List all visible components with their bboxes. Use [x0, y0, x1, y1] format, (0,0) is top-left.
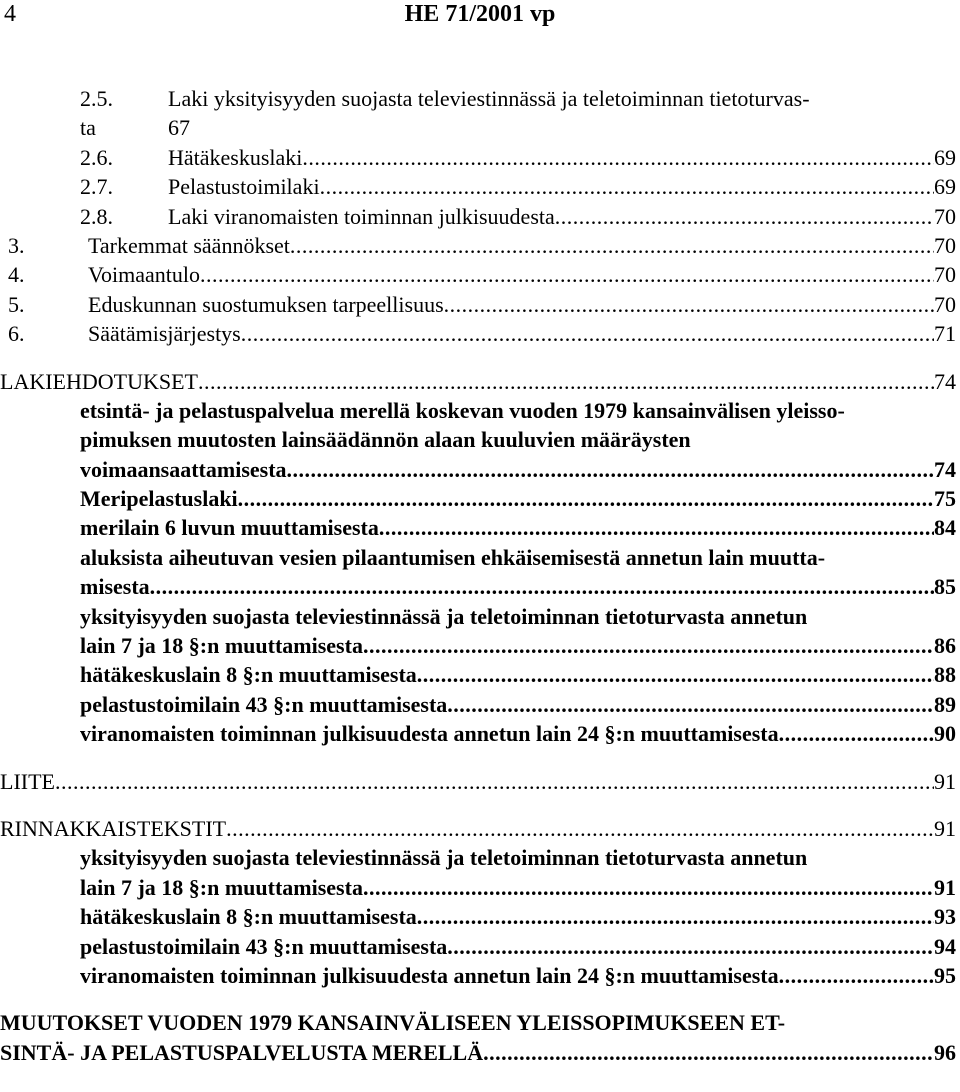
toc-entry-text: Laki yksityisyyden suojasta televiestinnässä ja teletoiminnan tietoturvas-	[168, 86, 810, 111]
toc-entry[interactable]	[0, 319, 960, 348]
toc-leader-dots	[226, 814, 934, 843]
toc-entry-text: Hätäkeskuslaki	[168, 144, 303, 170]
toc-entry-text: viranomaisten toiminnan julkisuudesta annetun lain 24 §:n muuttamisesta	[80, 962, 779, 988]
toc-section-heading[interactable]	[0, 767, 960, 796]
toc-page-number: 95	[934, 962, 956, 988]
toc-page-number: 70	[934, 262, 956, 288]
toc-section-heading[interactable]	[0, 1038, 960, 1067]
toc-entry[interactable]	[0, 902, 960, 931]
toc-leader-dots	[241, 319, 934, 348]
toc-entry[interactable]	[0, 513, 960, 542]
toc-page-number: 74	[934, 456, 956, 482]
toc-entry-line	[0, 425, 960, 454]
toc-entry-text: yksityisyyden suojasta televiestinnässä ja teletoiminnan tietoturvasta annetun	[80, 845, 808, 871]
toc-page-number: 91	[934, 768, 956, 794]
toc-entry-text: viranomaisten toiminnan julkisuudesta annetun lain 24 §:n muuttamisesta	[80, 721, 779, 747]
toc-leader-dots	[290, 231, 934, 260]
toc-entry-text: aluksista aiheutuvan vesien pilaantumisen ehkäisemisestä annetun lain muutta-	[80, 544, 826, 570]
toc-section-heading[interactable]	[0, 814, 960, 843]
toc-entry-text: Laki viranomaisten toiminnan julkisuudesta	[168, 203, 555, 229]
toc-page-number: 89	[934, 691, 956, 717]
toc-entry-text: lain 7 ja 18 §:n muuttamisesta	[80, 874, 363, 900]
toc-entry-text: yksityisyyden suojasta televiestinnässä ja teletoiminnan tietoturvasta annetun	[80, 603, 808, 629]
toc-entry[interactable]	[0, 84, 960, 113]
toc-entry-text: pimuksen muutosten lainsäädännön alaan kuuluvien määräysten	[80, 427, 691, 453]
toc-entry-number: 6.	[8, 321, 25, 347]
toc-leader-dots	[555, 202, 934, 231]
toc-entry-line	[0, 543, 960, 572]
toc-page-number: 71	[934, 321, 956, 347]
toc-leader-dots	[417, 660, 934, 689]
toc-page-number: 88	[934, 662, 956, 688]
toc-leader-dots	[417, 902, 934, 931]
toc-page-number: 70	[934, 291, 956, 317]
toc-entry[interactable]	[0, 260, 960, 289]
toc-entry-line	[0, 602, 960, 631]
toc-page-number: 86	[934, 633, 956, 659]
toc-entry[interactable]	[0, 961, 960, 990]
toc-entry-text: Säätämisjärjestys	[88, 321, 241, 347]
toc-entry[interactable]	[0, 660, 960, 689]
toc-leader-dots	[363, 631, 934, 660]
toc-entry[interactable]	[0, 455, 960, 484]
toc-entry-text: Tarkemmat säännökset	[88, 232, 290, 258]
toc-entry-text: Voimaantulo	[88, 262, 201, 288]
toc-page-number: 94	[934, 933, 956, 959]
toc-page-number: 91	[934, 874, 956, 900]
toc-entry-text: Pelastustoimilaki	[168, 174, 320, 200]
toc-leader-dots	[379, 513, 934, 542]
toc-entry[interactable]	[0, 932, 960, 961]
table-of-contents	[0, 84, 960, 1067]
toc-section-heading[interactable]	[0, 367, 960, 396]
toc-entry[interactable]	[0, 143, 960, 172]
toc-entry[interactable]	[0, 202, 960, 231]
section-heading-lakiehdotukset: LAKIEHDOTUKSET	[0, 368, 198, 394]
section-heading-muutokset: MUUTOKSET VUODEN 1979 KANSAINVÄLISEEN YLEISSOPIMUKSEEN ET-	[0, 1010, 786, 1036]
toc-leader-dots	[55, 767, 934, 796]
toc-leader-dots	[302, 143, 934, 172]
toc-leader-dots	[200, 260, 934, 289]
toc-entry-number: 2.7.	[80, 174, 113, 200]
toc-leader-dots	[447, 932, 934, 961]
toc-leader-dots	[779, 961, 934, 990]
toc-entry-text: hätäkeskuslain 8 §:n muuttamisesta	[80, 662, 417, 688]
page-number: 4	[4, 1, 16, 27]
toc-leader-dots	[287, 455, 934, 484]
toc-entry-line	[0, 396, 960, 425]
toc-entry-text: ta	[80, 115, 96, 141]
toc-entry-number: 2.8.	[80, 203, 113, 229]
toc-page-number: 90	[934, 721, 956, 747]
toc-entry[interactable]	[0, 231, 960, 260]
toc-page-number: 75	[934, 486, 956, 512]
document-title: HE 71/2001 vp	[404, 1, 556, 27]
toc-leader-dots	[238, 484, 934, 513]
toc-entry-number: 3.	[8, 232, 25, 258]
toc-entry-text: Eduskunnan suostumuksen tarpeellisuus	[88, 291, 444, 317]
toc-entry-text: etsintä- ja pelastuspalvelua merellä koskevan vuoden 1979 kansainvälisen yleisso-	[80, 397, 845, 423]
toc-entry[interactable]	[0, 631, 960, 660]
toc-leader-dots	[320, 172, 934, 201]
toc-entry[interactable]	[0, 290, 960, 319]
toc-page-number: 70	[934, 232, 956, 258]
toc-entry-text: Meripelastuslaki	[80, 486, 238, 512]
toc-entry-number: 4.	[8, 262, 25, 288]
toc-entry-text: lain 7 ja 18 §:n muuttamisesta	[80, 633, 363, 659]
toc-page-number: 69	[934, 174, 956, 200]
toc-page-number: 67	[168, 115, 190, 141]
toc-leader-dots	[150, 572, 934, 601]
toc-leader-dots	[447, 690, 934, 719]
toc-entry-text: misesta	[80, 574, 150, 600]
toc-page-number: 96	[934, 1039, 956, 1065]
section-heading-rinnakkaistekstit: RINNAKKAISTEKSTIT	[0, 815, 227, 841]
toc-entry-number: 2.5.	[80, 86, 113, 111]
toc-leader-dots	[779, 719, 934, 748]
toc-leader-dots	[483, 1038, 934, 1067]
toc-entry-number: 5.	[8, 291, 25, 317]
section-heading-liite: LIITE	[0, 768, 55, 794]
toc-page-number: 74	[934, 368, 956, 394]
toc-entry-number: 2.6.	[80, 144, 113, 170]
toc-page-number: 70	[934, 203, 956, 229]
toc-page-number: 84	[934, 515, 956, 541]
toc-entry-text: voimaansaattamisesta	[80, 456, 287, 482]
toc-entry[interactable]	[0, 172, 960, 201]
toc-page-number: 91	[934, 815, 956, 841]
toc-page-number: 85	[934, 574, 956, 600]
toc-entry[interactable]	[0, 484, 960, 513]
toc-page-number: 93	[934, 904, 956, 930]
toc-entry[interactable]	[0, 873, 960, 902]
toc-entry-text: pelastustoimilain 43 §:n muuttamisesta	[80, 691, 448, 717]
toc-page-number: 69	[934, 144, 956, 170]
toc-leader-dots	[363, 873, 934, 902]
toc-entry-text: hätäkeskuslain 8 §:n muuttamisesta	[80, 904, 417, 930]
toc-entry[interactable]	[0, 572, 960, 601]
toc-entry-continuation	[0, 113, 960, 142]
toc-entry-text: pelastustoimilain 43 §:n muuttamisesta	[80, 933, 448, 959]
section-heading-muutokset-cont: SINTÄ- JA PELASTUSPALVELUSTA MERELLÄ	[0, 1039, 484, 1065]
toc-entry[interactable]	[0, 690, 960, 719]
toc-entry[interactable]	[0, 719, 960, 748]
toc-entry-text: merilain 6 luvun muuttamisesta	[80, 515, 379, 541]
toc-entry-line	[0, 843, 960, 872]
toc-leader-dots	[444, 290, 934, 319]
toc-leader-dots	[198, 367, 934, 396]
toc-section-heading-line	[0, 1008, 960, 1037]
